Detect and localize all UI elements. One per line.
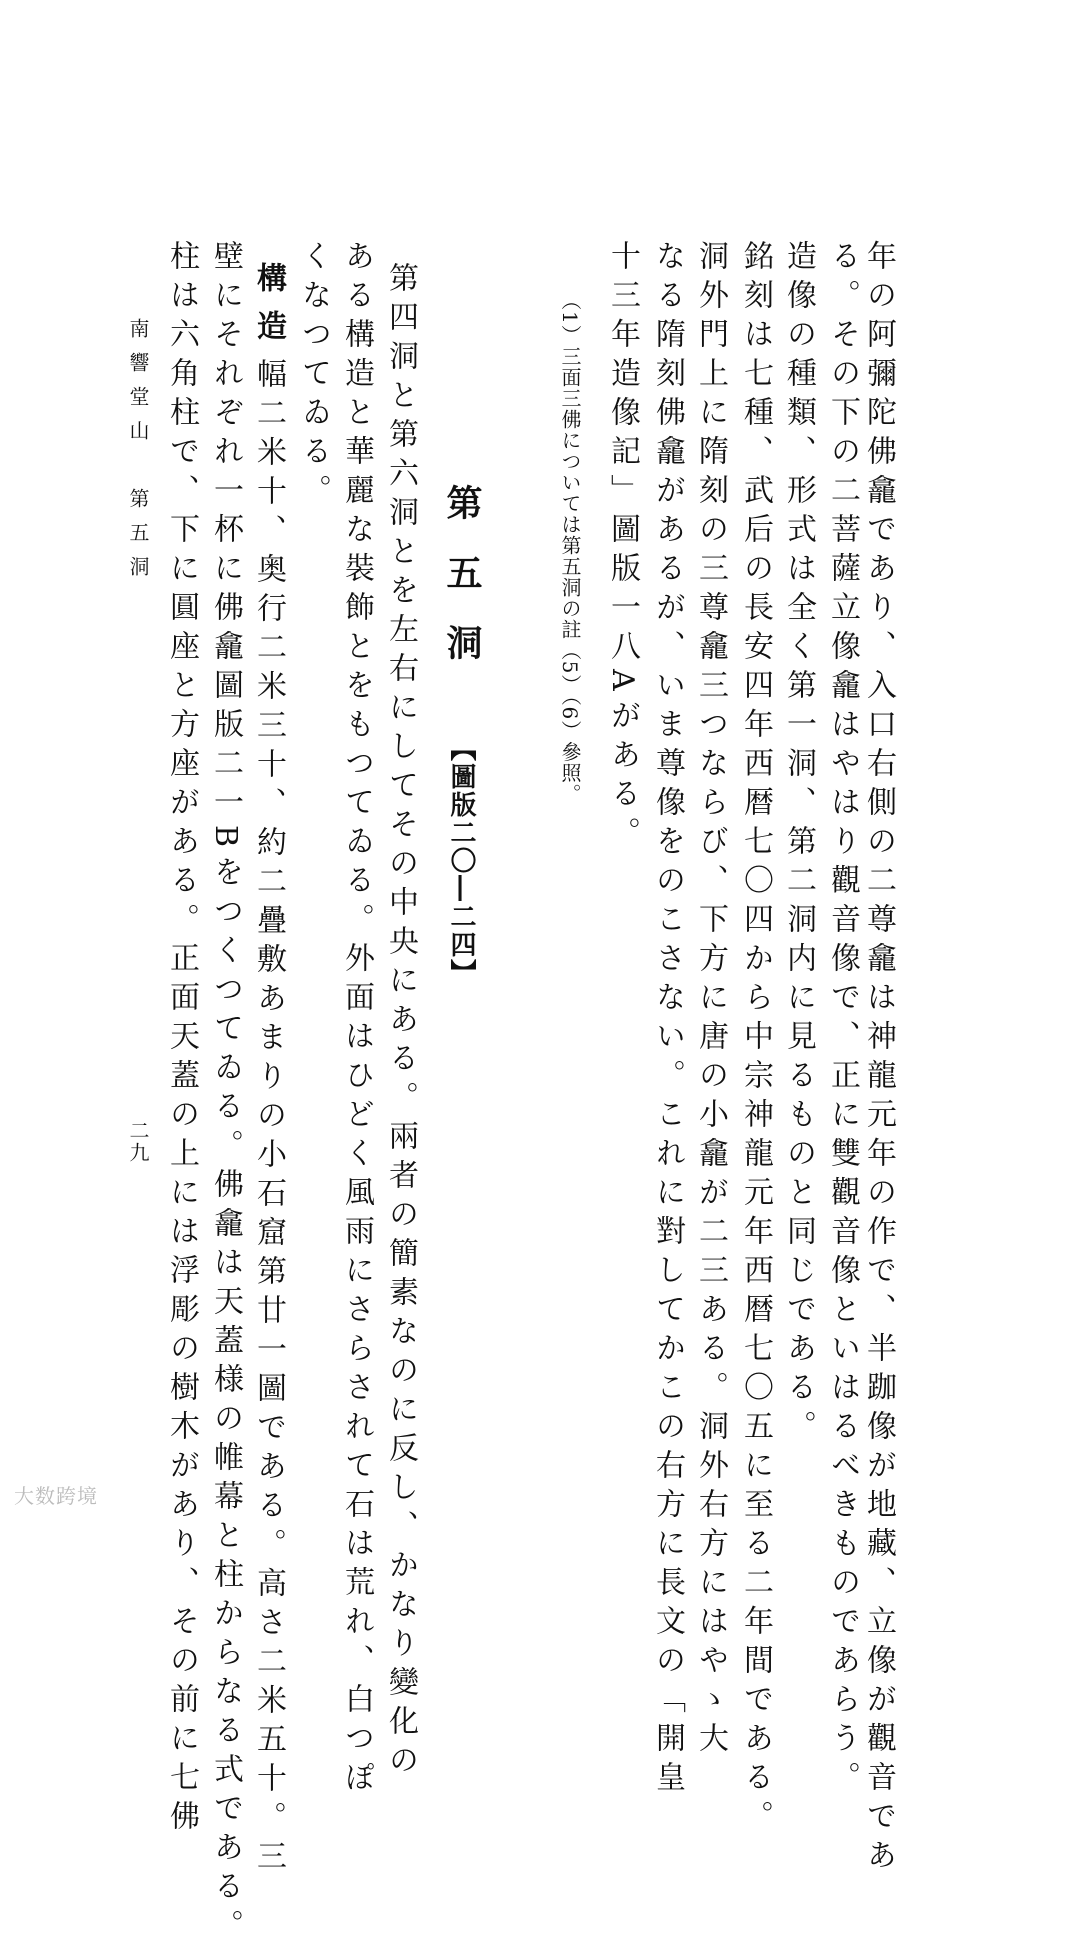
text-column: 十三年造像記」圖版一八Aがある。 — [605, 240, 640, 856]
structure-text: 幅二米十、奥行二米三十、約二疊敷あまりの小石窟第廿一圖である。高さ二米五十。三 — [251, 358, 286, 1879]
text-column: 壁にそれぞれ一杯に佛龕圖版二一Bをつくつてゐる。佛龕は天蓋様の帷幕と柱からなる式である。 — [208, 240, 243, 1948]
section-plate-reference: 【圖版二〇―二四】 — [446, 735, 476, 987]
text-column: 造像の種類、形式は全く第一洞、第二洞内に見るものと同じである。 — [781, 240, 816, 1449]
text-column: 洞外門上に隋刻の三尊龕三つならび、下方に唐の小龕が二三ある。洞外右方にはやゝ大 — [693, 240, 728, 1761]
watermark: 大数跨境 — [14, 1484, 98, 1508]
text-column: 年の阿彌陀佛龕であり、入口右側の二尊龕は神龍元年の作で、半跏像が地藏、立像が觀音であ — [861, 240, 896, 1878]
text-column: 第四洞と第六洞とを左右にしてその中央にある。兩者の簡素なのに反し、かなり變化の — [383, 262, 418, 1783]
text-column: なる隋刻佛龕があるが、いま尊像をのこさない。これに對してかこの右方に長文の「開皇 — [650, 240, 685, 1800]
text-column: 柱は六角柱で、下に圓座と方座がある。正面天蓋の上には浮彫の樹木があり、その前に七佛 — [164, 240, 199, 1839]
section-title: 第五洞 — [441, 484, 483, 694]
structure-column — [251, 262, 286, 1879]
running-head: 南響堂山 第五洞 — [126, 318, 150, 590]
text-column: ある構造と華麗な裝飾とをもつてゐる。外面はひどく風雨にさらされて石は荒れ、白つぽ — [339, 240, 374, 1800]
text-column: 銘刻は七種、武后の長安四年西暦七〇四から中宗神龍元年西暦七〇五に至る二年間である。 — [738, 240, 773, 1839]
page-number: 二九 — [126, 1120, 150, 1164]
text-column: る。その下の二菩薩立像龕はやはり觀音像で、正に雙觀音像といはるべきものであらう。 — [825, 240, 860, 1800]
text-column: くなつてゐる。 — [296, 240, 331, 513]
structure-heading: 構造 — [251, 262, 286, 358]
footnote: （1）三面三佛については第五洞の註（5）（6）參照。 — [558, 290, 582, 805]
